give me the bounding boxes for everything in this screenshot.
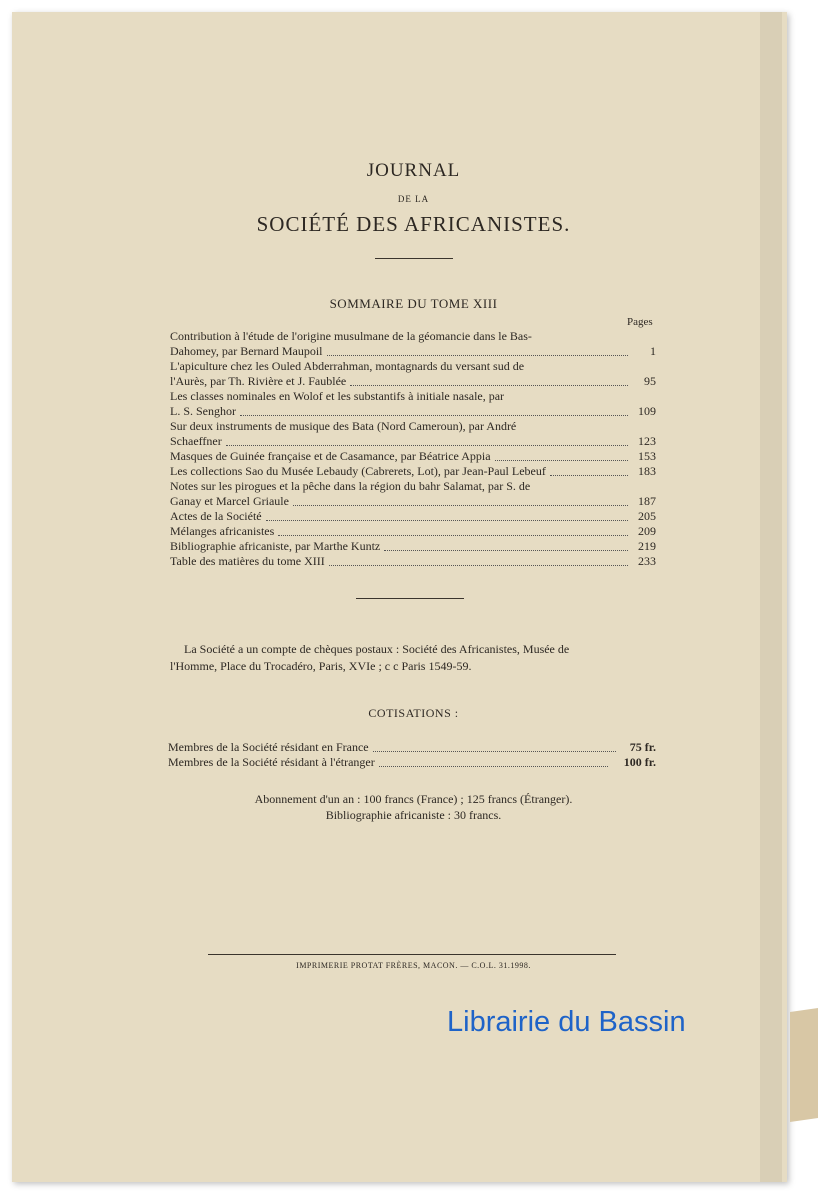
cotisations-list [168,740,656,770]
postal-line-1: La Société a un compte de chèques postaux : Société des Africanistes, Musée de [184,642,570,656]
title-rule [375,258,453,259]
journal-title: JOURNAL [366,160,461,181]
toc-line: L'apiculture chez les Ouled Abderrahman, montagnards du versant sud de [170,359,525,373]
page-edge [760,12,782,1182]
bibliography-price: Bibliographie africaniste : 30 francs. [325,808,502,822]
society-title: SOCIÉTÉ DES AFRICANISTES. [256,212,571,236]
cotisations-heading: COTISATIONS : [368,706,459,720]
toc-line: Sur deux instruments de musique des Bata (Nord Cameroun), par André [170,419,517,433]
toc-row: Bibliographie africaniste, par Marthe Kuntz 219 [170,539,656,553]
toc-line: Contribution à l'étude de l'origine musulmane de la géomancie dans le Bas- [170,329,532,343]
section-rule [356,598,464,599]
toc-row: Ganay et Marcel Griaule 187 [170,494,656,508]
postal-account-text [170,641,660,675]
printer-rule [208,954,616,955]
toc-row: Table des matières du tome XIII 233 [170,554,656,568]
cotisation-row: Membres de la Société résidant en France 75 fr. [168,740,656,754]
de-la-label: DE LA [397,194,430,204]
postal-line-2: l'Homme, Place du Trocadéro, Paris, XVIe ; c c Paris 1549-59. [170,659,472,673]
toc-row: Dahomey, par Bernard Maupoil 1 [170,344,656,358]
cotisation-row: Membres de la Société résidant à l'étranger 100 fr. [168,755,656,769]
pages-label: Pages [627,316,653,328]
printer-imprint: IMPRIMERIE PROTAT FRÈRES, MACON. — C.O.L. 31.1998. [296,961,531,970]
toc-row: Actes de la Société 205 [170,509,656,523]
summary-heading: SOMMAIRE DU TOME XIII [329,296,498,311]
toc-row: L. S. Senghor 109 [170,404,656,418]
torn-tab [790,1008,818,1122]
toc-row: l'Aurès, par Th. Rivière et J. Faublée 95 [170,374,656,388]
toc-row: Les collections Sao du Musée Lebaudy (Cabrerets, Lot), par Jean-Paul Lebeuf 183 [170,464,656,478]
toc-line: Notes sur les pirogues et la pêche dans la région du bahr Salamat, par S. de [170,479,531,493]
toc-row: Masques de Guinée française et de Casamance, par Béatrice Appia 153 [170,449,656,463]
toc-row: Schaeffner 123 [170,434,656,448]
table-of-contents [170,329,656,569]
subscription-text: Abonnement d'un an : 100 francs (France) ; 125 francs (Étranger). [254,792,573,806]
toc-line: Les classes nominales en Wolof et les substantifs à initiale nasale, par [170,389,505,403]
bookseller-watermark: Librairie du Bassin [447,1006,686,1038]
toc-row: Mélanges africanistes 209 [170,524,656,538]
